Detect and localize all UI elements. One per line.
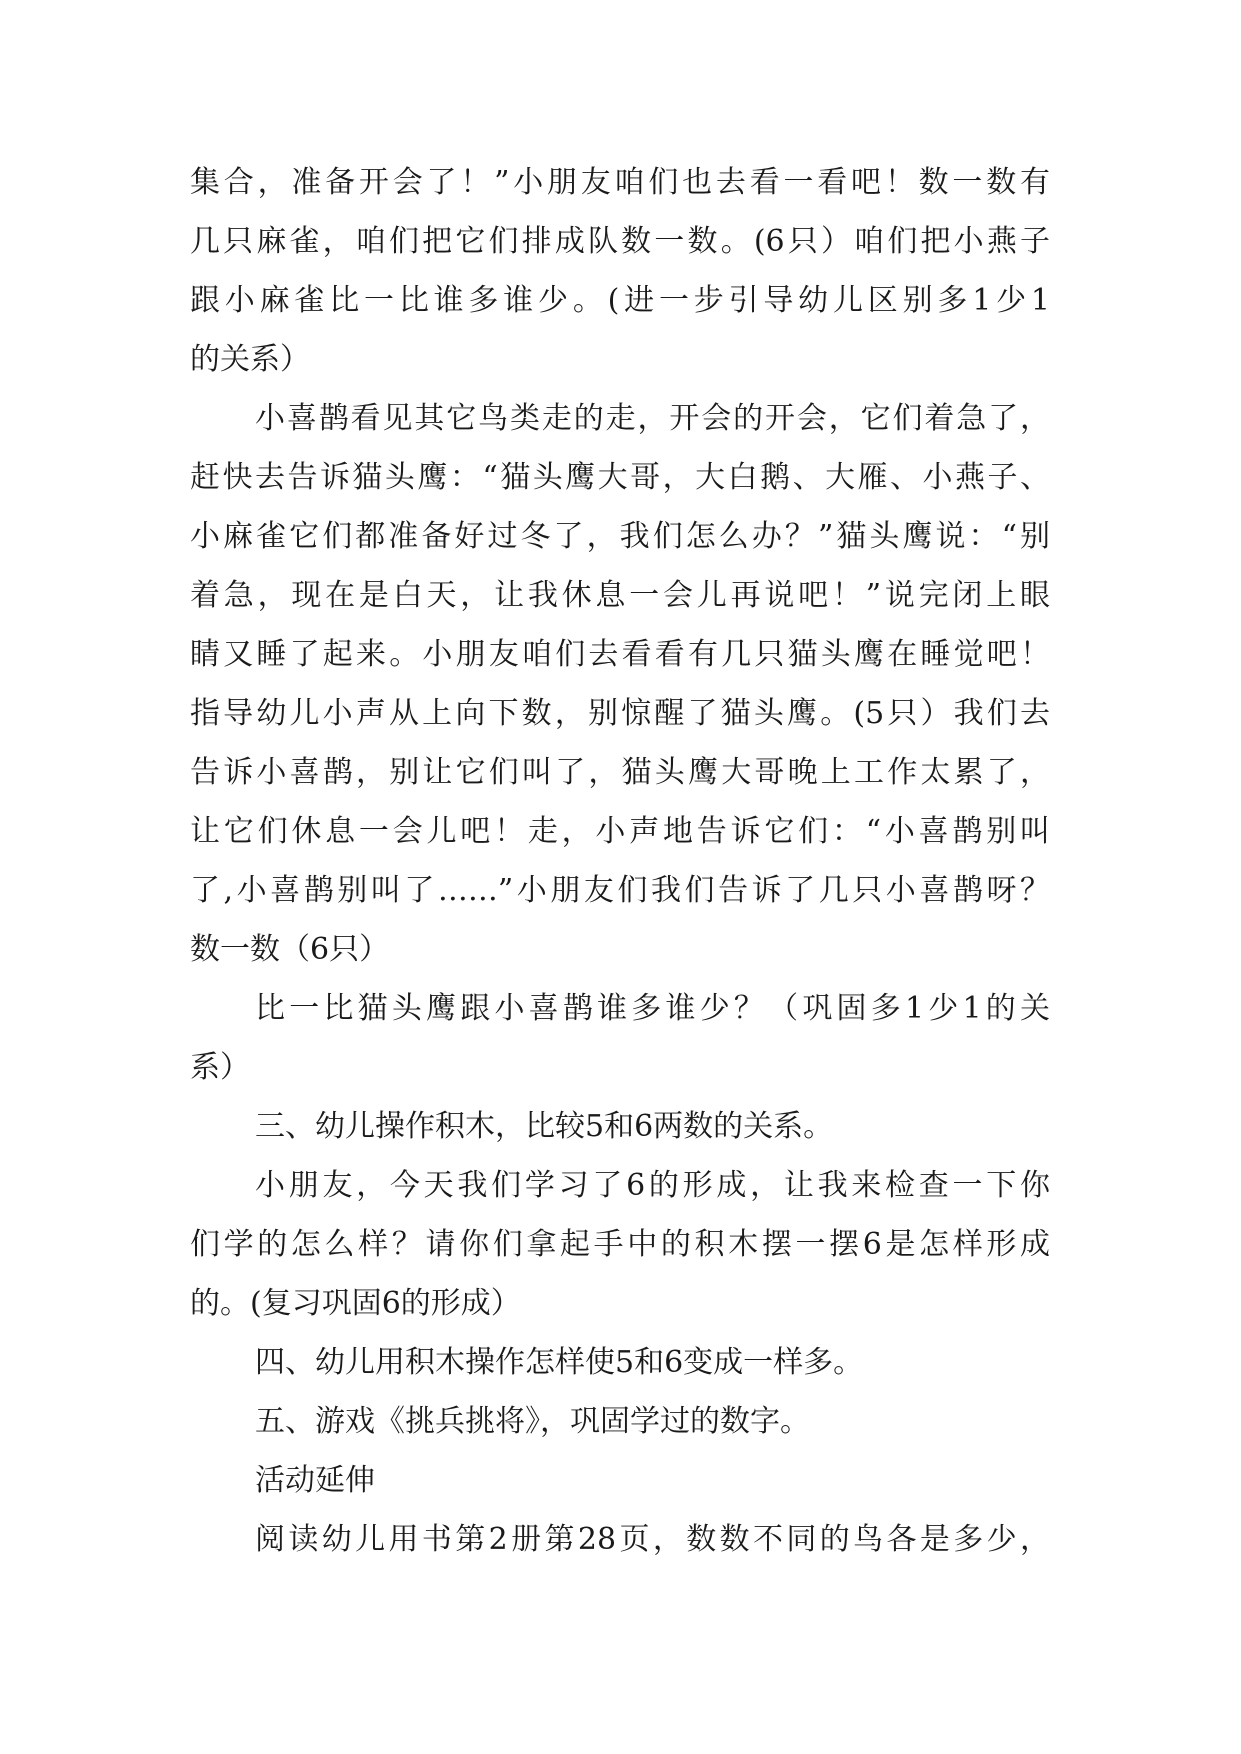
paragraph-start-line: 比一比猫头鹰跟小喜鹊谁多谁少？（巩固多1少1的关 — [255, 991, 1050, 1026]
text-line: 指导幼儿小声从上向下数，别惊醒了猫头鹰。(5只）我们去 — [190, 696, 1050, 731]
text-line: 跟小麻雀比一比谁多谁少。(进一步引导幼儿区别多1少1 — [190, 283, 1050, 318]
text-line: 们学的怎么样？请你们拿起手中的积木摆一摆6是怎样形成 — [190, 1227, 1050, 1262]
text-line: 告诉小喜鹊，别让它们叫了，猫头鹰大哥晚上工作太累了， — [190, 755, 1050, 790]
text-line: 小麻雀它们都准备好过冬了，我们怎么办？”猫头鹰说：“别 — [190, 519, 1050, 554]
text-line: 几只麻雀，咱们把它们排成队数一数。(6只）咱们把小燕子 — [190, 224, 1050, 259]
paragraph-start-line: 小朋友，今天我们学习了6的形成，让我来检查一下你 — [255, 1168, 1050, 1203]
text-line: 集合，准备开会了！”小朋友咱们也去看一看吧！数一数有 — [190, 165, 1050, 200]
text-line: 数一数（6只） — [190, 932, 390, 967]
section-heading: 活动延伸 — [255, 1463, 375, 1498]
section-heading: 四、幼儿用积木操作怎样使5和6变成一样多。 — [255, 1345, 864, 1380]
text-line: 的。(复习巩固6的形成） — [190, 1286, 521, 1321]
text-line: 让它们休息一会儿吧！走，小声地告诉它们：“小喜鹊别叫 — [190, 814, 1050, 849]
section-heading: 三、幼儿操作积木，比较5和6两数的关系。 — [255, 1109, 834, 1144]
text-line: 的关系） — [190, 342, 310, 377]
document-page — [190, 153, 1050, 1569]
text-line: 了,小喜鹊别叫了……”小朋友们我们告诉了几只小喜鹊呀？ — [190, 873, 1050, 908]
paragraph-start-line: 阅读幼儿用书第2册第28页，数数不同的鸟各是多少， — [255, 1522, 1050, 1557]
text-line: 赶快去告诉猫头鹰：“猫头鹰大哥，大白鹅、大雁、小燕子、 — [190, 460, 1050, 495]
paragraph-start-line: 小喜鹊看见其它鸟类走的走，开会的开会，它们着急了， — [255, 401, 1050, 436]
text-line: 系） — [190, 1050, 250, 1085]
text-line: 着急，现在是白天，让我休息一会儿再说吧！”说完闭上眼 — [190, 578, 1050, 613]
section-heading: 五、游戏《挑兵挑将》，巩固学过的数字。 — [255, 1404, 810, 1439]
text-line: 睛又睡了起来。小朋友咱们去看看有几只猫头鹰在睡觉吧！ — [190, 637, 1050, 672]
